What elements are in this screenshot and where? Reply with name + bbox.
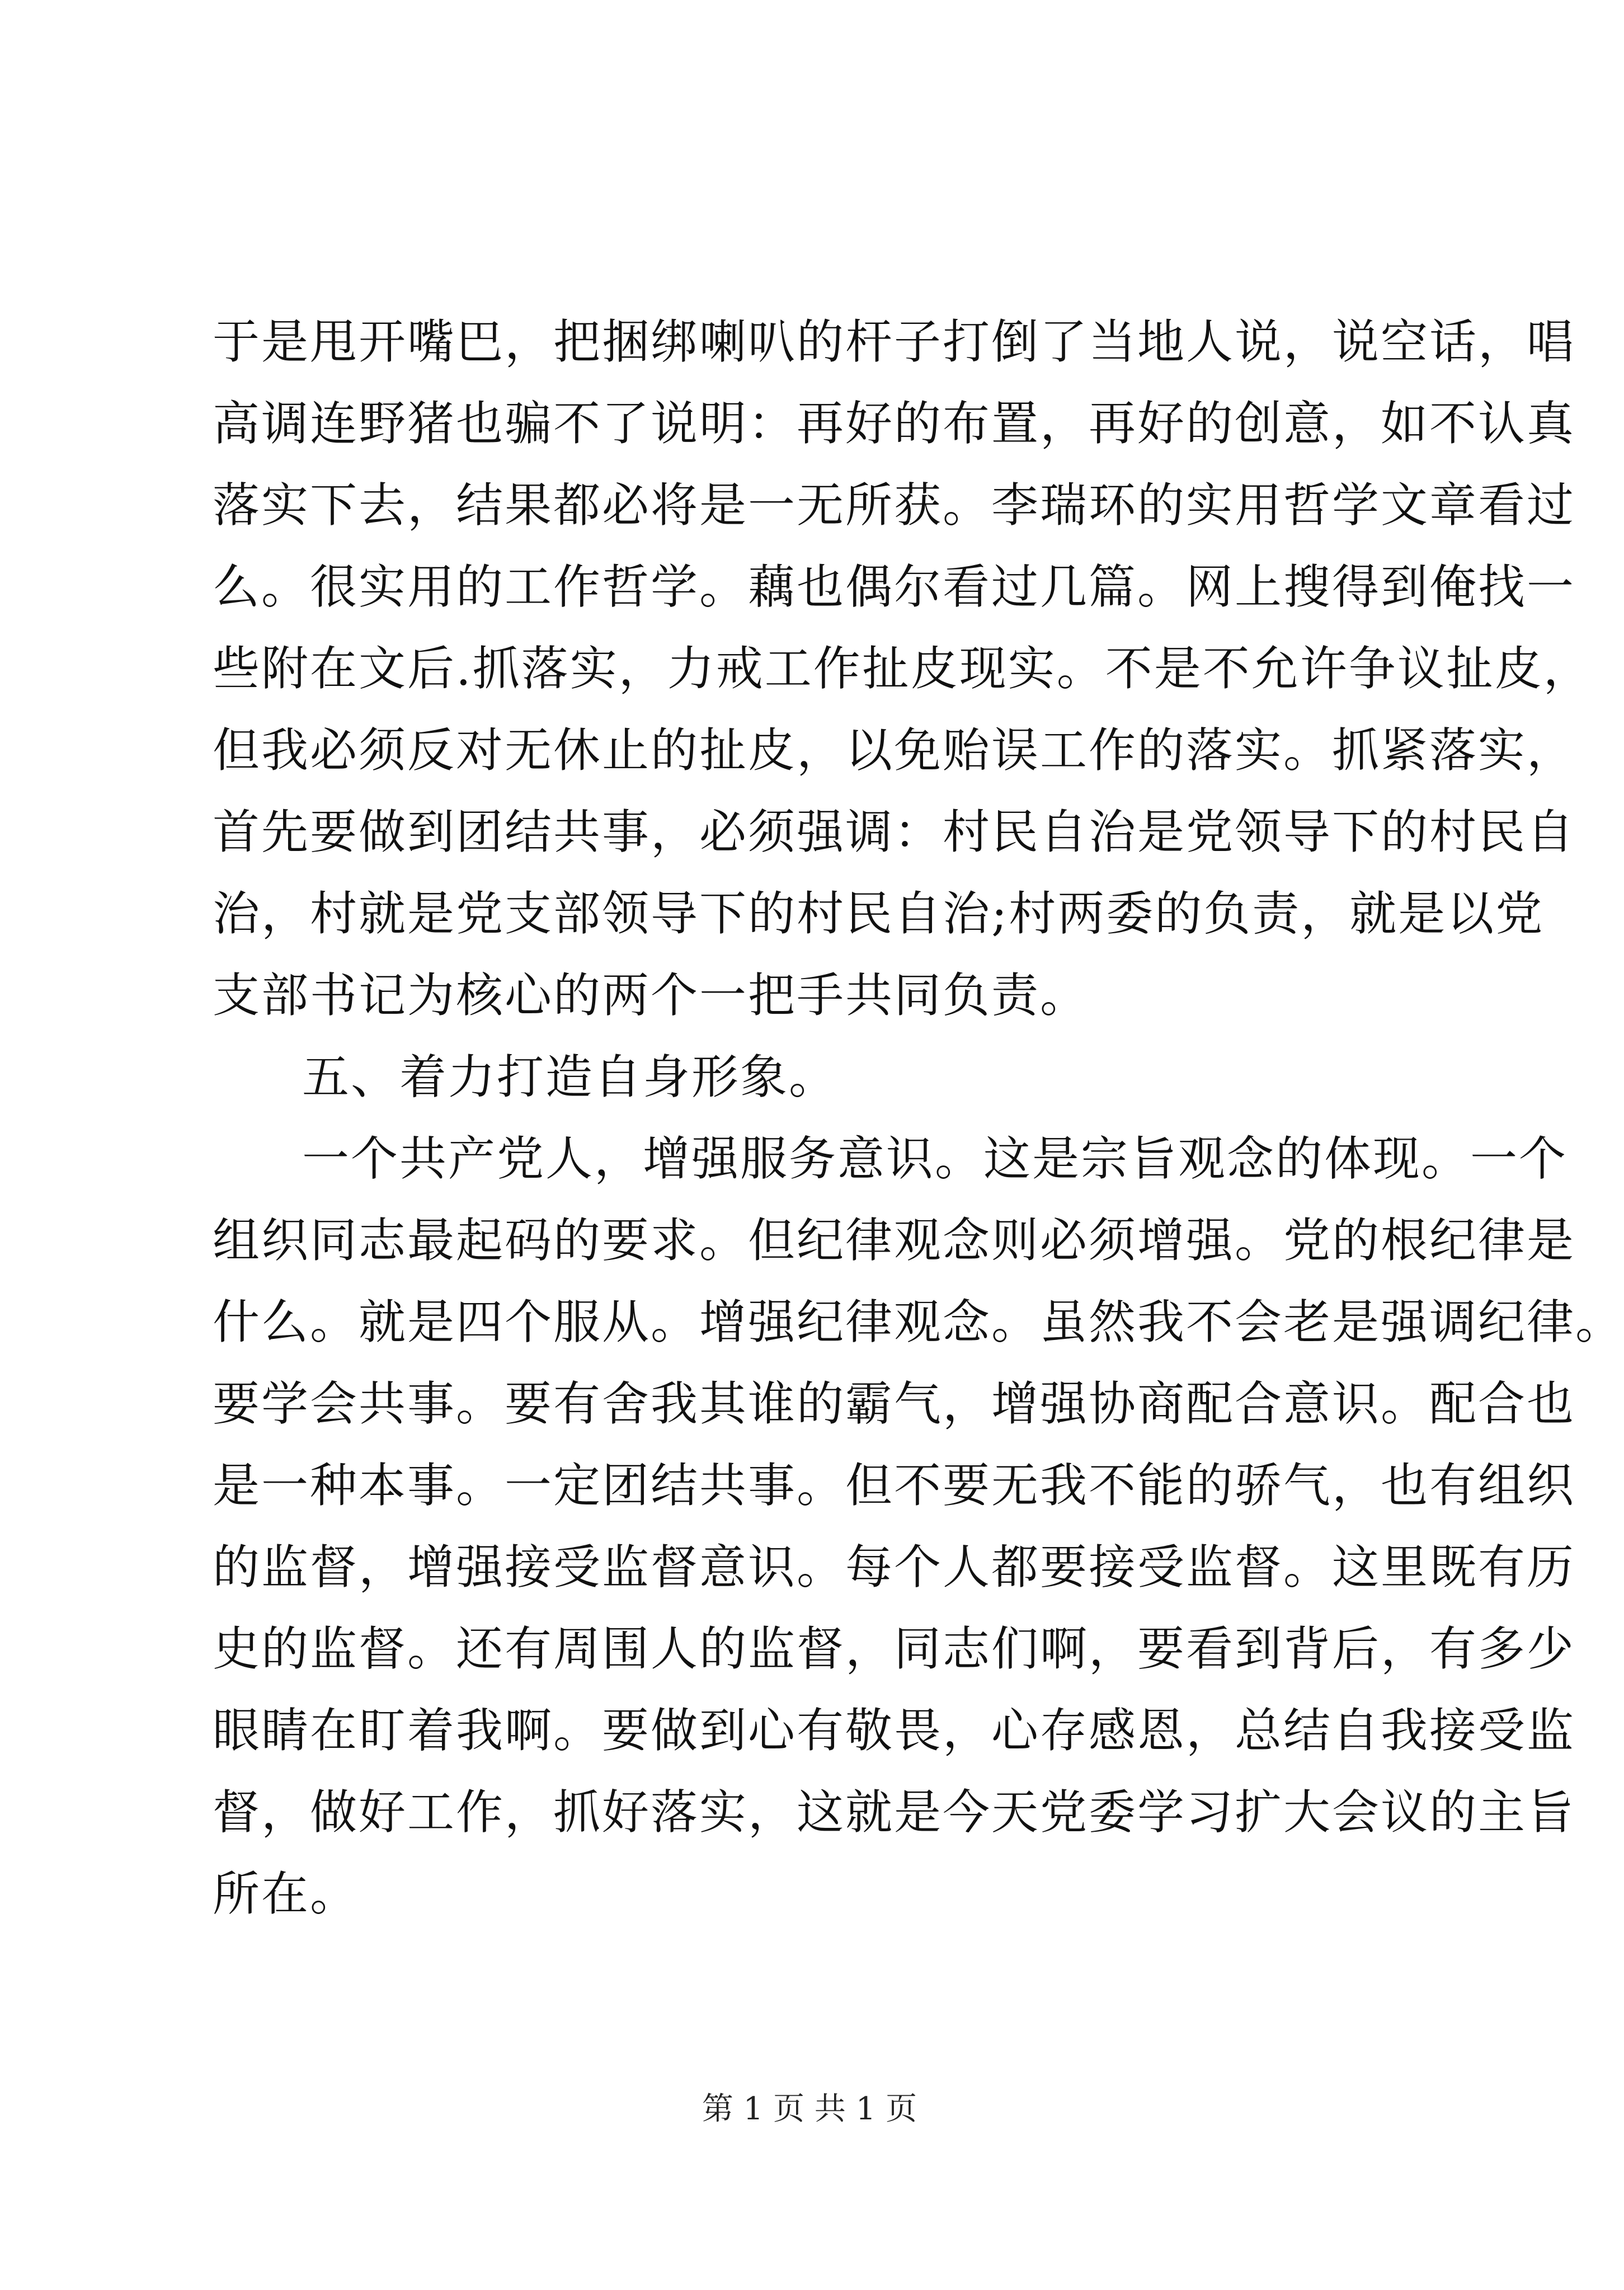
paragraph-line: 落实下去，结果都必将是一无所获。李瑞环的实用哲学文章看过	[213, 478, 1576, 533]
page-number-footer: 第 1 页 共 1 页	[702, 2091, 917, 2127]
paragraph-line: 的监督，增强接受监督意识。每个人都要接受监督。这里既有历	[213, 1540, 1576, 1595]
section-heading: 五、着力打造自身形象。	[302, 1050, 838, 1104]
paragraph-line: 所在。	[213, 1866, 359, 1921]
paragraph-line: 治，村就是党支部领导下的村民自治;村两委的负责，就是以党	[213, 886, 1545, 941]
paragraph-line: 组织同志最起码的要求。但纪律观念则必须增强。党的根纪律是	[213, 1213, 1576, 1268]
paragraph-line: 首先要做到团结共事，必须强调：村民自治是党领导下的村民自	[213, 805, 1576, 859]
paragraph-line: 于是甩开嘴巴，把捆绑喇叭的杆子打倒了当地人说，说空话，唱	[213, 314, 1576, 369]
paragraph-line: 要学会共事。要有舍我其谁的霸气，增强协商配合意识。配合也	[213, 1376, 1576, 1431]
paragraph-line: 么。很实用的工作哲学。藕也偶尔看过几篇。网上搜得到俺找一	[213, 559, 1576, 614]
paragraph-line: 支部书记为核心的两个一把手共同负责。	[213, 968, 1089, 1023]
paragraph-line: 眼睛在盯着我啊。要做到心有敬畏，心存感恩，总结自我接受监	[213, 1703, 1576, 1758]
paragraph-line: 史的监督。还有周围人的监督，同志们啊，要看到背后，有多少	[213, 1621, 1576, 1676]
paragraph-line: 什么。就是四个服从。增强纪律观念。虽然我不会老是强调纪律。	[213, 1295, 1624, 1349]
paragraph-line: 高调连野猪也骗不了说明：再好的布置，再好的创意，如不认真	[213, 396, 1576, 451]
paragraph-line: 些附在文后.抓落实，力戒工作扯皮现实。不是不允许争议扯皮，	[213, 641, 1592, 696]
paragraph-line: 是一种本事。一定团结共事。但不要无我不能的骄气，也有组织	[213, 1458, 1576, 1513]
paragraph-line: 一个共产党人，增强服务意识。这是宗旨观念的体现。一个	[302, 1131, 1568, 1186]
paragraph-line: 督，做好工作，抓好落实，这就是今天党委学习扩大会议的主旨	[213, 1785, 1576, 1840]
paragraph-line: 但我必须反对无休止的扯皮，以免贻误工作的落实。抓紧落实，	[213, 723, 1576, 778]
